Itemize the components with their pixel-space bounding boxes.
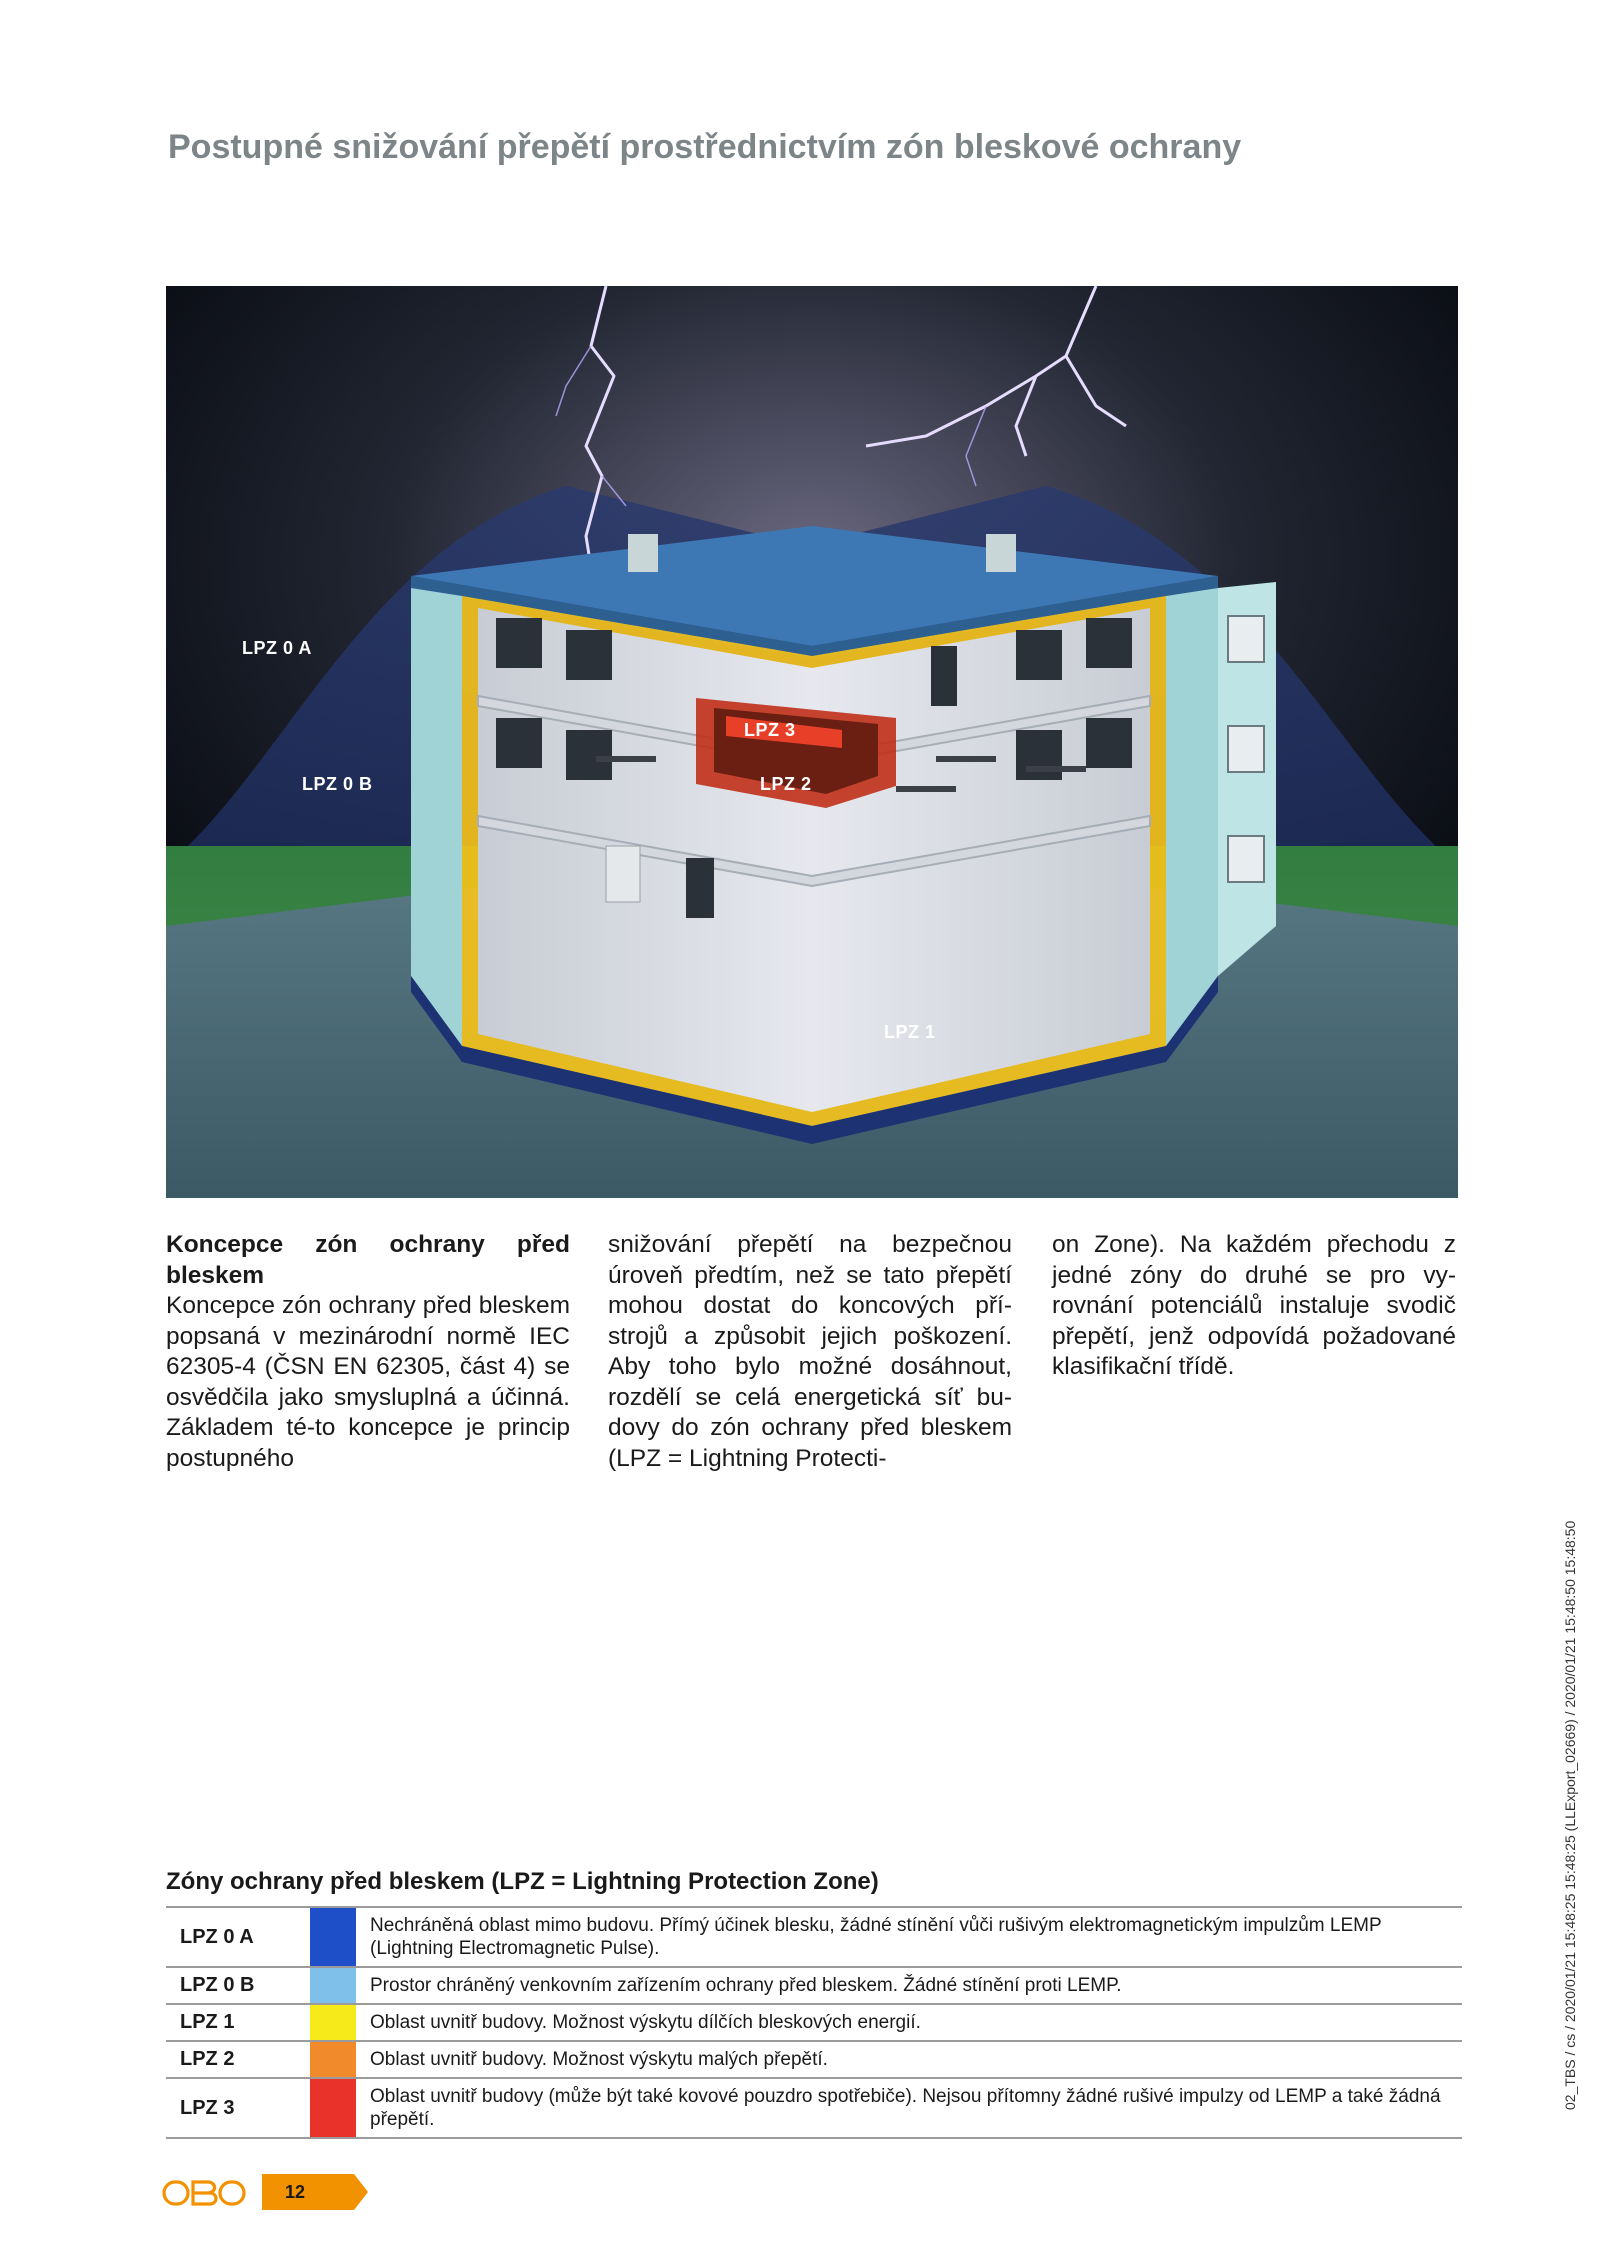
zone-description: Nechráněná oblast mimo budovu. Přímý účinek blesku, žádné stínění vůči rušivým elektromagnetickým impulzům LEMP (Lightning Electromagnetic Pulse). xyxy=(356,1907,1462,1967)
article-column-2: snižování přepětí na bezpečnou úroveň předtím, než se tato přepětí mohou dostat do koncových pří-strojů a způsobit jejich poškození. Aby toho bylo možné dosáhnout, rozdělí se celá energetická síť bu-dovy do zón ochrany před bleskem (LPZ = Lightning Protecti- xyxy=(608,1231,1012,1472)
zone-row xyxy=(166,2078,1462,2138)
zone-name: LPZ 2 xyxy=(166,2041,310,2078)
zone-name: LPZ 1 xyxy=(166,2004,310,2041)
label-lpz-2: LPZ 2 xyxy=(760,774,812,794)
label-lpz-0a: LPZ 0 A xyxy=(242,638,312,658)
obo-logo xyxy=(162,2178,246,2208)
article-heading: Koncepce zón ochrany před bleskem xyxy=(166,1231,570,1289)
zones-table-title: Zóny ochrany před bleskem (LPZ = Lightning Protection Zone) xyxy=(166,1868,879,1895)
zone-name: LPZ 0 B xyxy=(166,1967,310,2004)
article-column-3: on Zone). Na každém přechodu z jedné zóny do druhé se pro vy-rovnání potenciálů instaluje svodič přepětí, jenž odpovídá požadované klasifikační třídě. xyxy=(1052,1231,1456,1380)
zone-row xyxy=(166,1967,1462,2004)
zone-description: Oblast uvnitř budovy. Možnost výskytu dílčích bleskových energií. xyxy=(356,2004,1462,2041)
page-number: 12 xyxy=(285,2182,306,2202)
article-column-1 xyxy=(166,1230,570,1474)
zone-name: LPZ 0 A xyxy=(166,1907,310,1967)
page-title: Postupné snižování přepětí prostřednictvím zón bleskové ochrany xyxy=(168,128,1242,166)
zone-description: Oblast uvnitř budovy. Možnost výskytu malých přepětí. xyxy=(356,2041,1462,2078)
zones-table xyxy=(166,1906,1462,2139)
label-lpz-3: LPZ 3 xyxy=(744,720,796,740)
zone-row xyxy=(166,2004,1462,2041)
page-number-tab xyxy=(262,2174,368,2210)
zone-color-swatch xyxy=(310,2078,356,2138)
zone-color-swatch xyxy=(310,1967,356,2004)
zone-row xyxy=(166,2041,1462,2078)
export-metadata-note: 02_TBS / cs / 2020/01/21 15:48:25 15:48:25 (LLExport_02669) / 2020/01/21 15:48:50 15:48:50 xyxy=(1562,1520,1578,2110)
zone-description: Oblast uvnitř budovy (může být také kovové pouzdro spotřebiče). Nejsou přítomny žádné rušivé impulzy od LEMP a také žádná přepětí. xyxy=(356,2078,1462,2138)
lightning-zones-illustration xyxy=(166,286,1458,1198)
zone-color-swatch xyxy=(310,2004,356,2041)
label-lpz-0b: LPZ 0 B xyxy=(302,774,373,794)
zone-color-swatch xyxy=(310,1907,356,1967)
article-column-1-text: Koncepce zón ochrany před bleskem popsaná v mezinárodní normě IEC 62305-4 (ČSN EN 62305, část 4) se osvědčila jako smysluplná a účinná. Základem té-to koncepce je princip postupného xyxy=(166,1292,570,1472)
zone-row xyxy=(166,1907,1462,1967)
label-lpz-1: LPZ 1 xyxy=(884,1022,936,1042)
zone-color-swatch xyxy=(310,2041,356,2078)
article-text xyxy=(166,1230,1462,1530)
zone-name: LPZ 3 xyxy=(166,2078,310,2138)
zone-description: Prostor chráněný venkovním zařízením ochrany před bleskem. Žádné stínění proti LEMP. xyxy=(356,1967,1462,2004)
